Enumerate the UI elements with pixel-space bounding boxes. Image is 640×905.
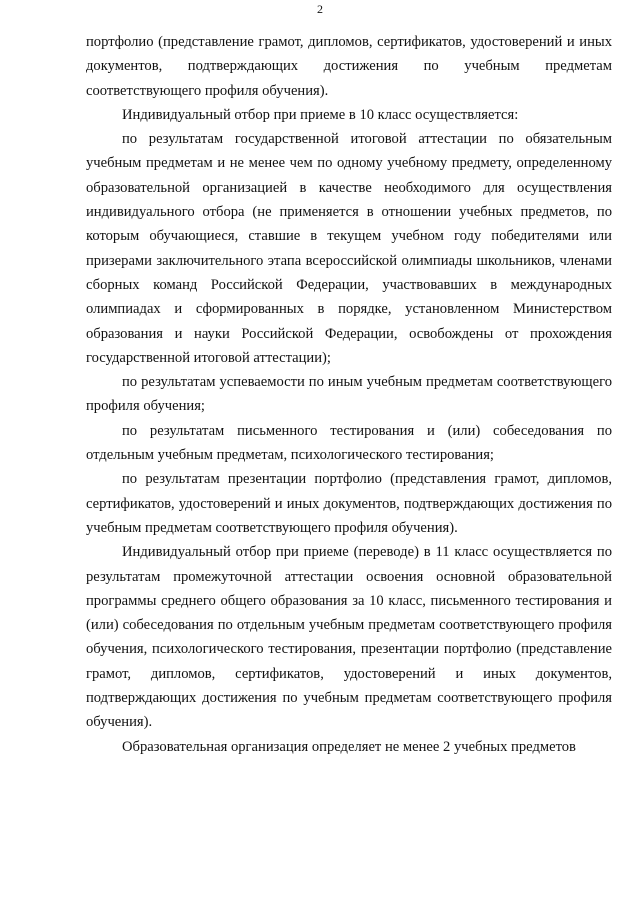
paragraph-portfolio-continuation: портфолио (представление грамот, дипломов, сертификатов, удостоверений и иных документов, подтверждающих достижения по учебным предметам соответствующего профиля обучения). xyxy=(86,34,612,99)
paragraph-grade-11-selection: Индивидуальный отбор при приеме (переводе) в 11 класс осуществляется по результатам промежуточной аттестации освоения основной образовательной программы среднего общего образования за 10 класс, письменного тестирования и (или) собеседования по отдельным учебным предметам соответствующего профиля обучения, психологического тестирования, презентации портфолио (представление грамот, дипломов, сертификатов, удостоверений и иных документов, подтверждающих достижения по учебным предметам соответствующего профиля обучения). xyxy=(86,544,612,731)
page-number: 2 xyxy=(317,2,323,16)
document-body xyxy=(86,30,612,759)
paragraph-subjects-definition: Образовательная организация определяет не менее 2 учебных предметов xyxy=(122,738,576,755)
paragraph-portfolio-presentation: по результатам презентации портфолио (представления грамот, дипломов, сертификатов, удостоверений и иных документов, подтверждающих достижения по учебным предметам соответствующего профиля обучения). xyxy=(86,471,612,536)
paragraph-written-testing: по результатам письменного тестирования и (или) собеседования по отдельным учебным предметам, психологического тестирования; xyxy=(86,422,612,464)
paragraph-state-attestation: по результатам государственной итоговой аттестации по обязательным учебным предметам и не менее чем по одному учебному предмету, определенному образовательной организацией в качестве необходимого для осуществления индивидуального отбора (не применяется в отношении учебных предметов, по которым обучающиеся, ставшие в текущем учебном году победителями или призерами заключительного этапа всероссийской олимпиады школьников, членами сборных команд Российской Федерации, участвовавших в международных олимпиадах и сформированных в порядке, установленном Министерством образования и науки Российской Федерации, освобождены от прохождения государственной итоговой аттестации); xyxy=(86,131,612,366)
paragraph-grade-10-intro: Индивидуальный отбор при приеме в 10 класс осуществляется: xyxy=(122,106,519,123)
paragraph-academic-performance: по результатам успеваемости по иным учебным предметам соответствующего профиля обучения; xyxy=(86,374,612,415)
